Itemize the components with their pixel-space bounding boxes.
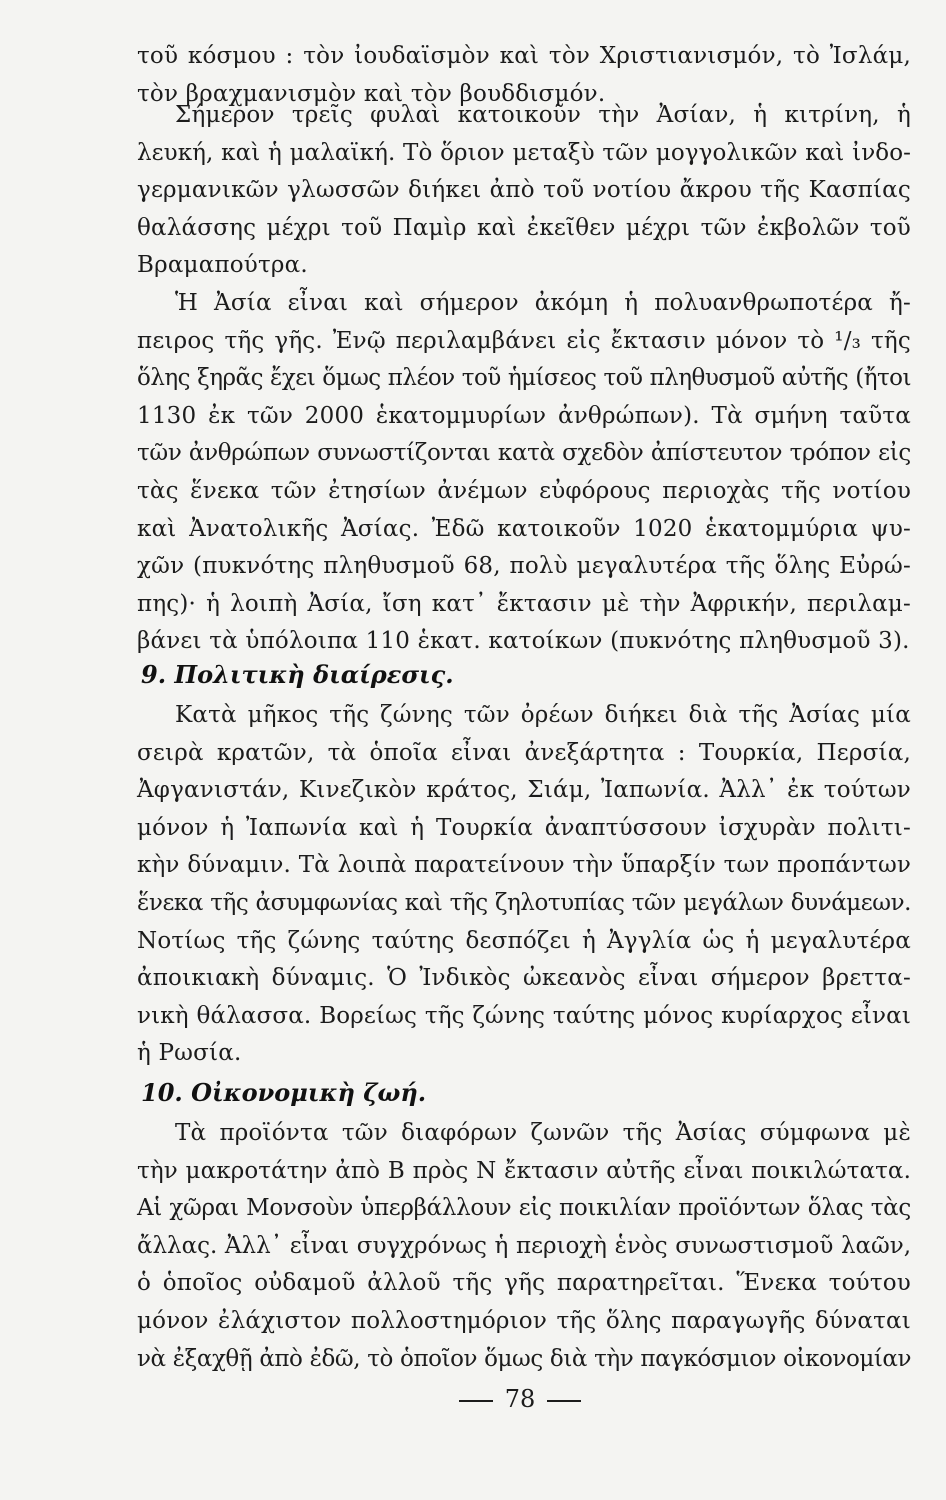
text-line: χῶν (πυκνότης πληθυσμοῦ 68, πολὺ μεγαλυτέρα τῆς ὅλης Εὐρώ- <box>137 553 911 580</box>
text-line: τὰς ἕνεκα τῶν ἐτησίων ἀνέμων εὐφόρους περιοχὰς τῆς νοτίου <box>137 477 911 504</box>
text-line: πης)· ἡ λοιπὴ Ἀσία, ἴση κατ᾽ ἔκτασιν μὲ τὴν Ἀφρικήν, περιλαμ- <box>137 590 911 617</box>
text-line: ὅλης ξηρᾶς ἔχει ὅμως πλέον τοῦ ἡμίσεος τοῦ πληθυσμοῦ αὐτῆς (ἤτοι <box>137 365 911 392</box>
text-line: Βραμαπούτρα. <box>137 252 308 279</box>
text-line: τὸν βραχμανισμὸν καὶ τὸν βουδδισμόν. <box>137 80 606 107</box>
text-line: ἕνεκα τῆς ἀσυμφωνίας καὶ τῆς ζηλοτυπίας τῶν μεγάλων δυνάμεων. <box>137 889 911 916</box>
text-line: γερμανικῶν γλωσσῶν διήκει ἀπὸ τοῦ νοτίου ἄκρου τῆς Κασπίας <box>137 177 911 204</box>
text-line: Τὰ προϊόντα τῶν διαφόρων ζωνῶν τῆς Ἀσίας σύμφωνα μὲ <box>175 1120 911 1146</box>
text-line: κὴν δύναμιν. Τὰ λοιπὰ παρατείνουν τὴν ὕπαρξίν των προπάντων <box>137 852 911 879</box>
text-line: Ἡ Ἀσία εἶναι καὶ σήμερον ἀκόμη ἡ πολυανθρωποτέρα ἤ- <box>175 290 911 316</box>
page-number-value: 78 <box>504 1385 536 1413</box>
page-number <box>0 1384 946 1414</box>
text-line: Νοτίως τῆς ζώνης ταύτης δεσπόζει ἡ Ἀγγλία ὡς ἡ μεγαλυτέρα <box>137 927 911 954</box>
text-line: 1130 ἐκ τῶν 2000 ἑκατομμυρίων ἀνθρώπων). Τὰ σμήνη ταῦτα <box>137 402 911 429</box>
text-line: μόνον ἡ Ἰαπωνία καὶ ἡ Τουρκία ἀναπτύσσουν ἰσχυρὰν πολιτι- <box>137 814 911 841</box>
dash-right <box>547 1400 581 1402</box>
dash-left <box>459 1400 493 1402</box>
section-heading: 9. Πολιτικὴ διαίρεσις. <box>141 660 454 689</box>
text-line: ἀποικιακὴ δύναμις. Ὁ Ἰνδικὸς ὠκεανὸς εἶναι σήμερον βρεττα- <box>137 965 911 992</box>
text-line: Ἀφγανιστάν, Κινεζικὸν κράτος, Σιάμ, Ἰαπωνία. Ἀλλ᾽ ἐκ τούτων <box>137 777 911 804</box>
paragraph-population <box>137 285 911 661</box>
text-line: νὰ ἐξαχθῇ ἀπὸ ἐδῶ, τὸ ὁποῖον ὅμως διὰ τὴν παγκόσμιον οἰκονομίαν <box>137 1345 911 1372</box>
text-line: Κατὰ μῆκος τῆς ζώνης τῶν ὀρέων διήκει διὰ τῆς Ἀσίας μία <box>175 702 911 728</box>
text-line: βάνει τὰ ὑπόλοιπα 110 ἑκατ. κατοίκων (πυκνότης πληθυσμοῦ 3). <box>137 628 910 655</box>
text-line: μόνον ἐλάχιστον πολλοστημόριον τῆς ὅλης παραγωγῆς δύναται <box>137 1307 911 1334</box>
text-line: τοῦ κόσμου : τὸν ἰουδαϊσμὸν καὶ τὸν Χριστιανισμόν, τὸ Ἰσλάμ, <box>137 43 911 69</box>
text-line: τὴν μακροτάτην ἀπὸ Β πρὸς Ν ἔκτασιν αὐτῆς εἶναι ποικιλώτατα. <box>137 1157 911 1184</box>
text-line: ἡ Ρωσία. <box>137 1040 242 1067</box>
text-line: Σήμερον τρεῖς φυλαὶ κατοικοῦν τὴν Ἀσίαν, ἡ κιτρίνη, ἡ <box>175 102 911 128</box>
text-line: σειρὰ κρατῶν, τὰ ὁποῖα εἶναι ἀνεξάρτητα : Τουρκία, Περσία, <box>137 739 911 766</box>
text-line: θαλάσσης μέχρι τοῦ Παμὶρ καὶ ἐκεῖθεν μέχρι τῶν ἐκβολῶν τοῦ <box>137 214 911 241</box>
text-line: νικὴ θάλασσα. Βορείως τῆς ζώνης ταύτης μόνος κυρίαρχος εἶναι <box>137 1002 911 1029</box>
paragraph-political-division <box>137 697 911 1073</box>
text-line: λευκή, καὶ ἡ μαλαϊκή. Τὸ ὅριον μεταξὺ τῶν μογγολικῶν καὶ ἰνδο- <box>137 139 911 166</box>
text-line: Αἱ χῶραι Μονσοὺν ὑπερβάλλουν εἰς ποικιλίαν προϊόντων ὅλας τὰς <box>137 1195 911 1222</box>
section-heading: 10. Οἰκονομικὴ ζωή. <box>141 1078 427 1107</box>
paragraph-economic-life <box>137 1115 911 1378</box>
text-line: τῶν ἀνθρώπων συνωστίζονται κατὰ σχεδὸν ἀπίστευτον τρόπον εἰς <box>137 440 911 467</box>
text-line: πειρος τῆς γῆς. Ἐνῷ περιλαμβάνει εἰς ἔκτασιν μόνον τὸ ¹/₃ τῆς <box>137 327 911 354</box>
text-line: ὁ ὁποῖος οὐδαμοῦ ἀλλοῦ τῆς γῆς παρατηρεῖται. Ἕνεκα τούτου <box>137 1270 911 1297</box>
text-line: καὶ Ἀνατολικῆς Ἀσίας. Ἐδῶ κατοικοῦν 1020 ἑκατομμύρια ψυ- <box>137 515 911 542</box>
paragraph-races <box>137 97 911 285</box>
text-line: ἄλλας. Ἀλλ᾽ εἶναι συγχρόνως ἡ περιοχὴ ἑνὸς συνωστισμοῦ λαῶν, <box>137 1232 911 1259</box>
